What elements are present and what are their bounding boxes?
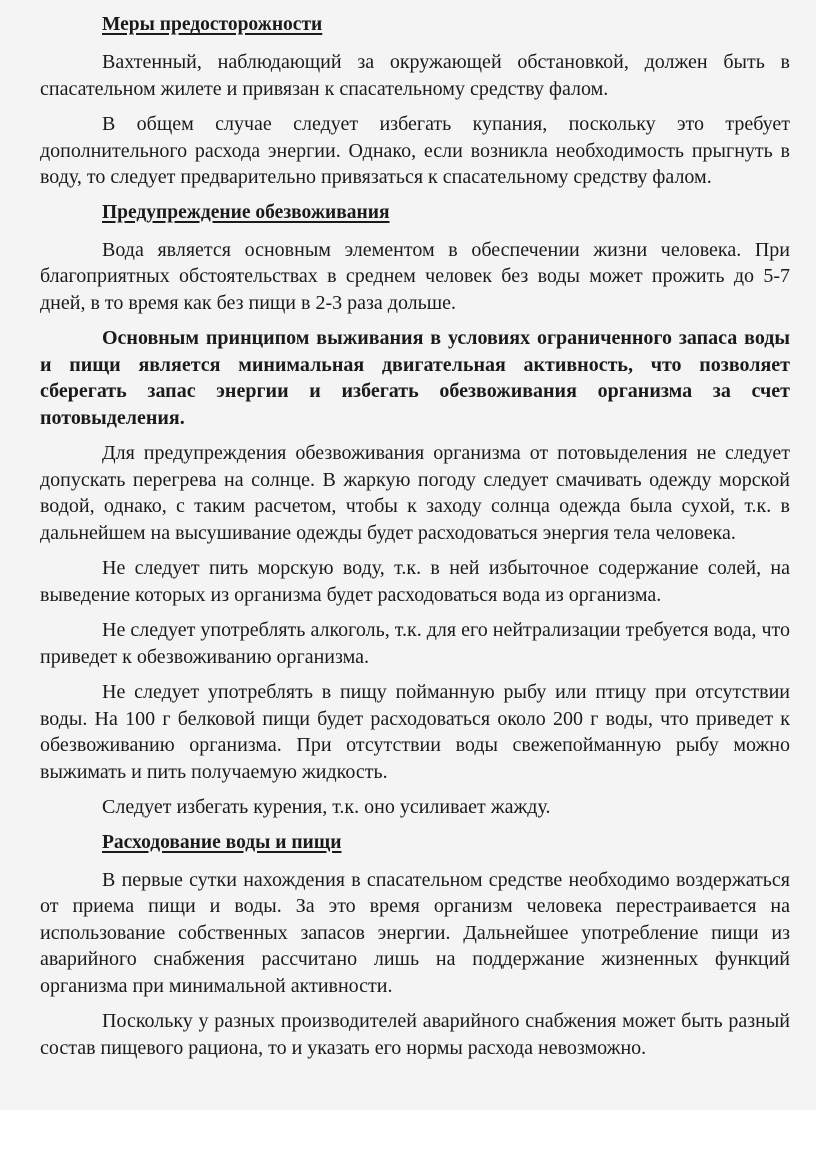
paragraph: Следует избегать курения, т.к. оно усиливает жажду. xyxy=(102,796,551,818)
paragraph: Не следует употреблять в пищу пойманную рыбу или птицу при отсутствии воды. На 100 г белковой пищи будет расходоваться около 200 г воды, что приведет к обезвоживанию организма. При отсутствии воды свежепойманную рыбу можно выжимать и пить получаемую жидкость. xyxy=(40,681,790,783)
paragraph: Вода является основным элементом в обеспечении жизни человека. При благоприятных обстоятельствах в среднем человек без воды может прожить до 5-7 дней, в то время как без пищи в 2-3 раза дольше. xyxy=(40,238,790,314)
paragraph: В первые сутки нахождения в спасательном средстве необходимо воздержаться от приема пищи и воды. За это время организм человека перестраивается на использование собственных запасов энергии. Дальнейшее употребление пищи из аварийного снабжения рассчитано лишь на поддержание жизненных функций организма при минимальной активности. xyxy=(40,868,790,997)
paragraph-emphasis: Основным принципом выживания в условиях ограниченного запаса воды и пищи является минимальная двигательная активность, что позволяет сберегать запас энергии и избегать обезвоживания организма за счет потовыделения. xyxy=(40,327,790,429)
section-heading-precautions: Меры предосторожности xyxy=(102,14,323,35)
paragraph: Поскольку у разных производителей аварийного снабжения может быть разный состав пищевого рациона, то и указать его нормы расхода невозможно. xyxy=(40,1010,790,1059)
paragraph: Не следует употреблять алкоголь, т.к. для его нейтрализации требуется вода, что приведет к обезвоживанию организма. xyxy=(40,619,790,668)
paragraph: Для предупреждения обезвоживания организма от потовыделения не следует допускать перегрева на солнце. В жаркую погоду следует смачивать одежду морской водой, однако, с таким расчетом, чтобы к заходу солнца одежда была сухой, т.к. в дальнейшем на высушивание одежды будет расходоваться энергия тела человека. xyxy=(40,442,790,544)
document-page xyxy=(40,12,790,1070)
paragraph: Не следует пить морскую воду, т.к. в ней избыточное содержание солей, на выведение которых из организма будет расходоваться вода из организма. xyxy=(40,557,790,606)
paragraph: В общем случае следует избегать купания, поскольку это требует дополнительного расхода энергии. Однако, если возникла необходимость прыгнуть в воду, то следует предварительно привязаться к спасательному средству фалом. xyxy=(40,113,790,188)
paragraph: Вахтенный, наблюдающий за окружающей обстановкой, должен быть в спасательном жилете и привязан к спасательному средству фалом. xyxy=(40,51,790,100)
section-heading-water-food: Расходование воды и пищи xyxy=(102,831,342,853)
section-heading-dehydration: Предупреждение обезвоживания xyxy=(102,201,390,223)
